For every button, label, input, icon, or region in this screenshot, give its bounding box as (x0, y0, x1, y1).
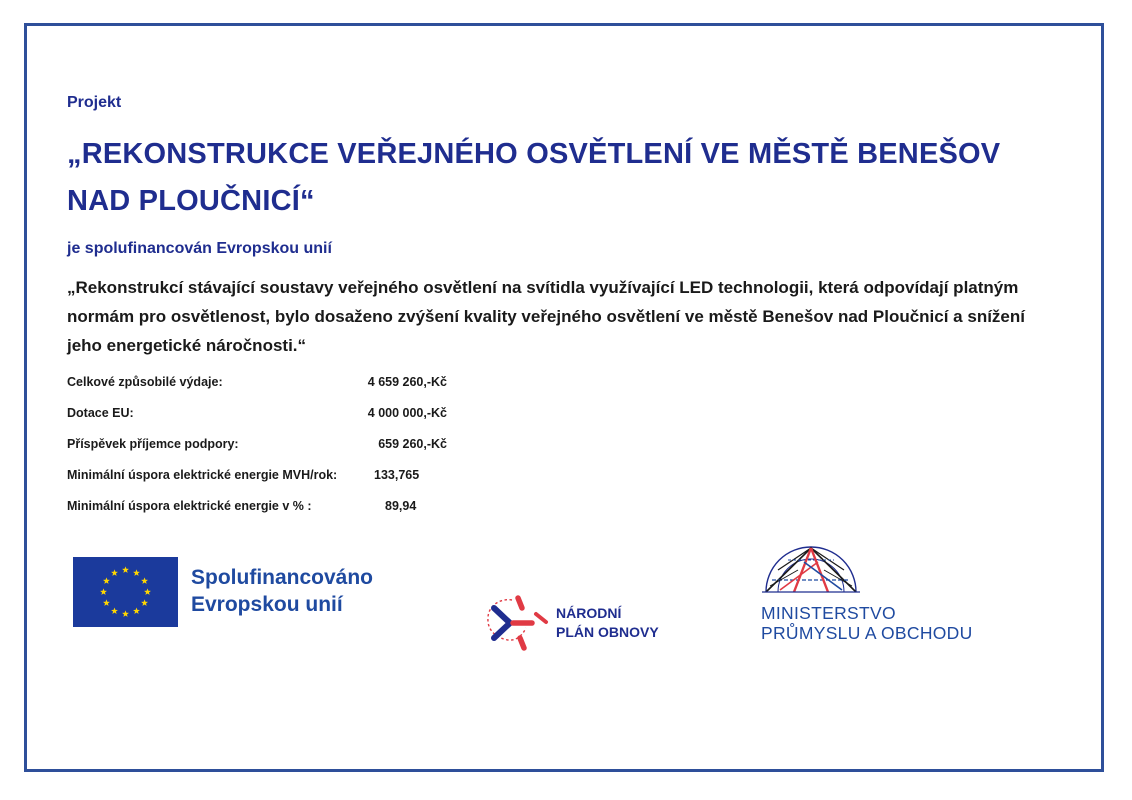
financial-label: Dotace EU: (67, 406, 134, 420)
financial-value: 89,94 (385, 499, 417, 513)
eu-star-icon (103, 577, 110, 584)
eu-star-icon (144, 588, 151, 595)
mpo-label (761, 603, 973, 643)
eu-star-icon (141, 577, 148, 584)
eu-star-icon (111, 607, 118, 614)
eu-star-icon (122, 610, 129, 617)
project-description: „Rekonstrukcí stávající soustavy veřejného osvětlení na svítidla využívající LED technologii, která odpovídají platným normám pro osvětlenost, bylo dosaženo zvýšení kvality veřejného osvětlení ve městě Benešov nad Ploučnicí a snížení jeho energetické náročnosti.“ (67, 278, 1025, 355)
project-label: Projekt (67, 94, 122, 111)
npo-label (556, 604, 659, 642)
financial-value: 4 659 260,-Kč (367, 375, 447, 389)
financial-label: Příspěvek příjemce podpory: (67, 437, 239, 451)
eu-label-line2: Evropskou unií (191, 593, 343, 616)
npo-label-line2: PLÁN OBNOVY (556, 624, 659, 640)
npo-label-line1: NÁRODNÍ (556, 605, 622, 621)
narodni-plan-obnovy-icon (482, 594, 552, 652)
eu-star-icon (133, 569, 140, 576)
project-title: „REKONSTRUKCE VEŘEJNÉHO OSVĚTLENÍ VE MĚSTĚ BENEŠOV NAD PLOUČNICÍ“ (67, 138, 1001, 217)
eu-star-icon (100, 588, 107, 595)
financial-value: 4 000 000,-Kč (367, 406, 447, 420)
mpo-label-line1: MINISTERSTVO (761, 603, 896, 623)
eu-cofinanced-label (191, 564, 373, 618)
eu-flag-icon (73, 557, 178, 627)
ministry-dome-icon (758, 540, 864, 602)
financial-value: 659 260,-Kč (378, 437, 447, 451)
eu-star-icon (122, 566, 129, 573)
eu-star-icon (133, 607, 140, 614)
financial-label: Minimální úspora elektrické energie MVH/rok: (67, 468, 338, 482)
financial-label: Minimální úspora elektrické energie v % : (67, 499, 312, 513)
eu-star-icon (141, 599, 148, 606)
financial-value: 133,765 (374, 468, 420, 482)
eu-label-line1: Spolufinancováno (191, 566, 374, 589)
mpo-label-line2: PRŮMYSLU A OBCHODU (761, 623, 973, 643)
eu-star-icon (103, 599, 110, 606)
eu-star-icon (111, 569, 118, 576)
cofinancing-subtitle: je spolufinancován Evropskou unií (67, 240, 332, 257)
financial-label: Celkové způsobilé výdaje: (67, 375, 223, 389)
